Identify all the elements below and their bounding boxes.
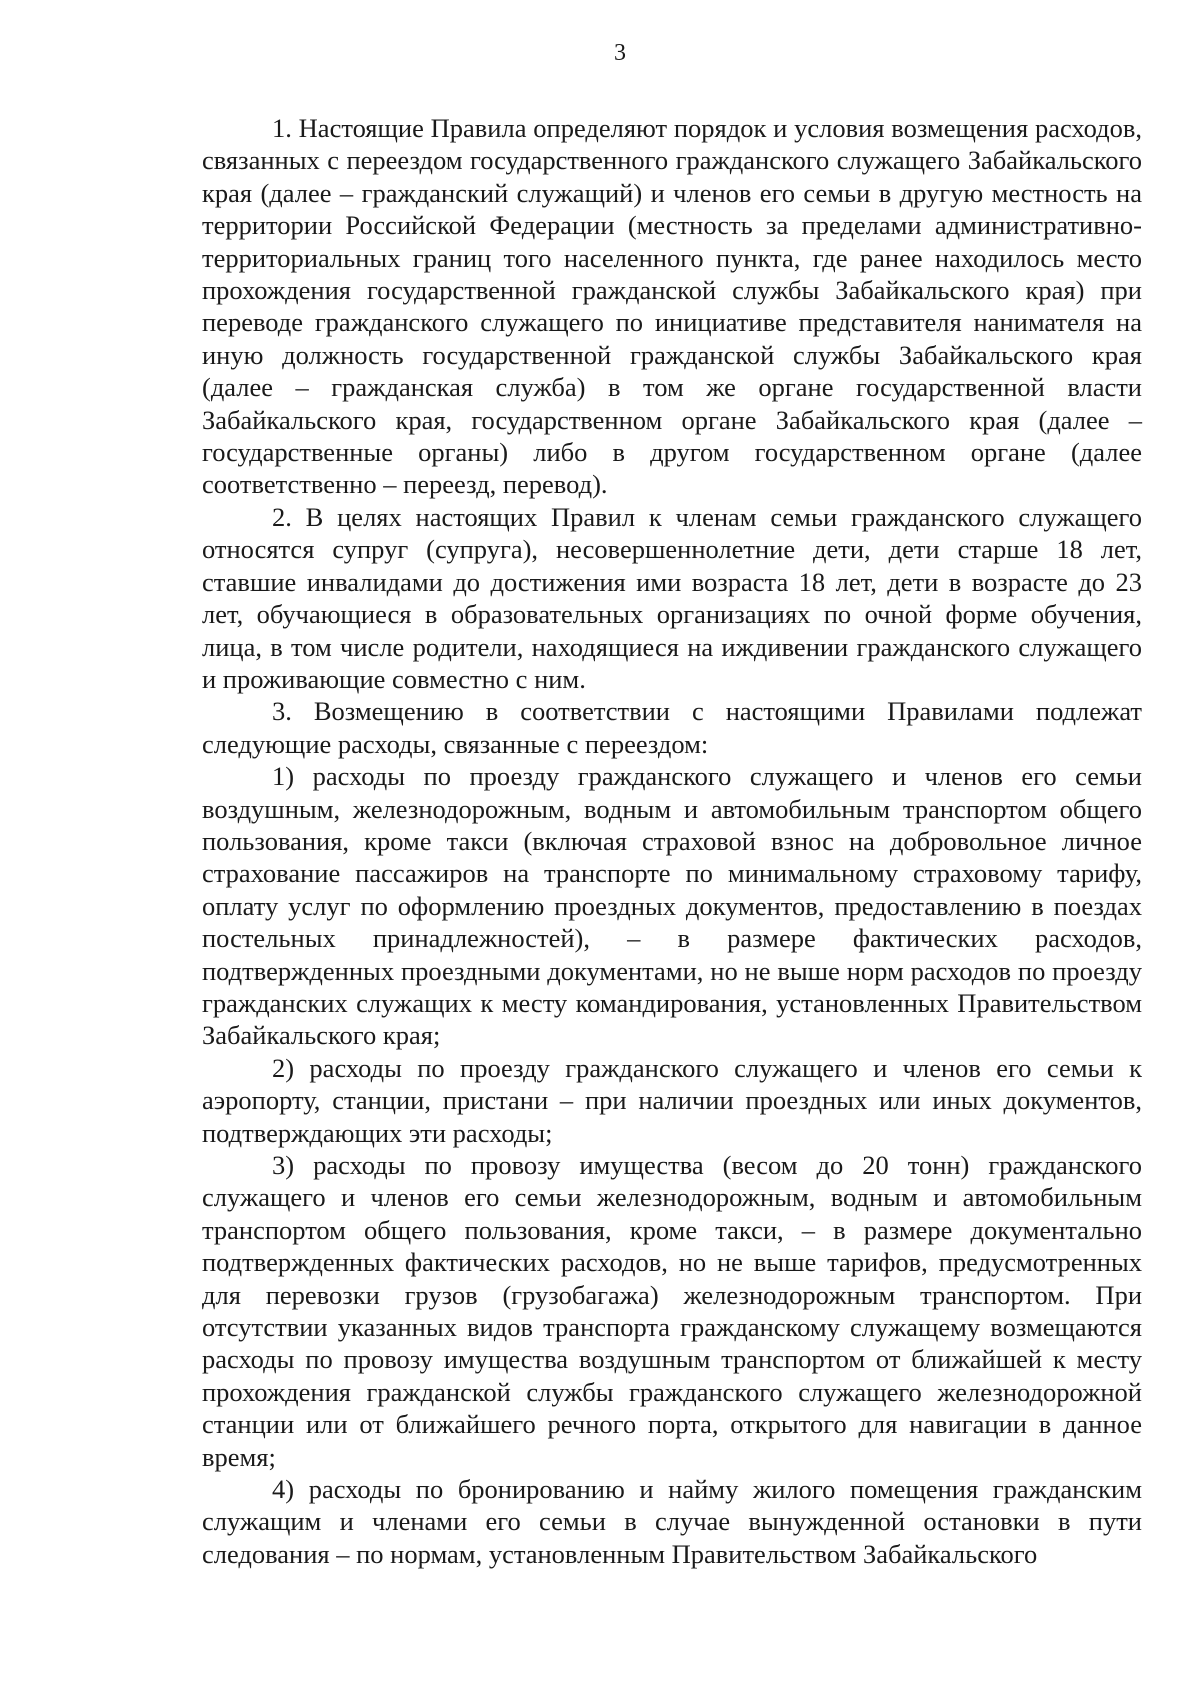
paragraph-3-item-1: 1) расходы по проезду гражданского служащего и членов его семьи воздушным, железнодорожным, водным и автомобильным транспортом общего пользования, кроме такси (включая страховой взнос на добровольное личное страхование пассажиров на транспорте по минимальному страховому тарифу, оплату услуг по оформлению проездных документов, предоставлению в поездах постельных принадлежностей), – в размере фактических расходов, подтвержденных проездными документами, но не выше норм расходов по проезду гражданских служащих к месту командирования, установленных Правительством Забайкальского края; — [202, 761, 1142, 1051]
paragraph-3-item-3: 3) расходы по провозу имущества (весом до 20 тонн) гражданского служащего и членов его семьи железнодорожным, водным и автомобильным транспортом общего пользования, кроме такси, – в размере документально подтвержденных фактических расходов, но не выше тарифов, предусмотренных для перевозки грузов (грузобагажа) железнодорожным транспортом. При отсутствии указанных видов транспорта гражданскому служащему возмещаются расходы по провозу имущества воздушным транспортом от ближайшей к месту прохождения гражданской службы гражданского служащего железнодорожной станции или от ближайшего речного порта, открытого для навигации в данное время; — [202, 1150, 1142, 1472]
paragraph-1: 1. Настоящие Правила определяют порядок и условия возмещения расходов, связанных с переездом государственного гражданского служащего Забайкальского края (далее – гражданский служащий) и членов его семьи в другую местность на территории Российской Федерации (местность за пределами административно-территориальных границ того населенного пункта, где ранее находилось место прохождения государственной гражданской службы Забайкальского края) при переводе гражданского служащего по инициативе представителя нанимателя на иную должность государственной гражданской службы Забайкальского края (далее – гражданская служба) в том же органе государственной власти Забайкальского края, государственном органе Забайкальского края (далее – государственные органы) либо в другом государственном органе (далее соответственно – переезд, перевод). — [202, 113, 1142, 500]
document-body — [202, 112, 1142, 1570]
paragraph-3: 3. Возмещению в соответствии с настоящими Правилами подлежат следующие расходы, связанные с переездом: — [202, 696, 1142, 759]
paragraph-2: 2. В целях настоящих Правил к членам семьи гражданского служащего относятся супруг (супруга), несовершеннолетние дети, дети старше 18 лет, ставшие инвалидами до достижения ими возраста 18 лет, дети в возрасте до 23 лет, обучающиеся в образовательных организациях по очной форме обучения, лица, в том числе родители, находящиеся на иждивении гражданского служащего и проживающие совместно с ним. — [202, 501, 1142, 694]
page-number: 3 — [614, 40, 626, 66]
paragraph-3-item-4: 4) расходы по бронированию и найму жилого помещения гражданским служащим и членами его семьи в случае вынужденной остановки в пути следования – по нормам, установленным Правительством Забайкальского — [202, 1474, 1142, 1569]
paragraph-3-item-2: 2) расходы по проезду гражданского служащего и членов его семьи к аэропорту, станции, пристани – при наличии проездных или иных документов, подтверждающих эти расходы; — [202, 1052, 1142, 1148]
